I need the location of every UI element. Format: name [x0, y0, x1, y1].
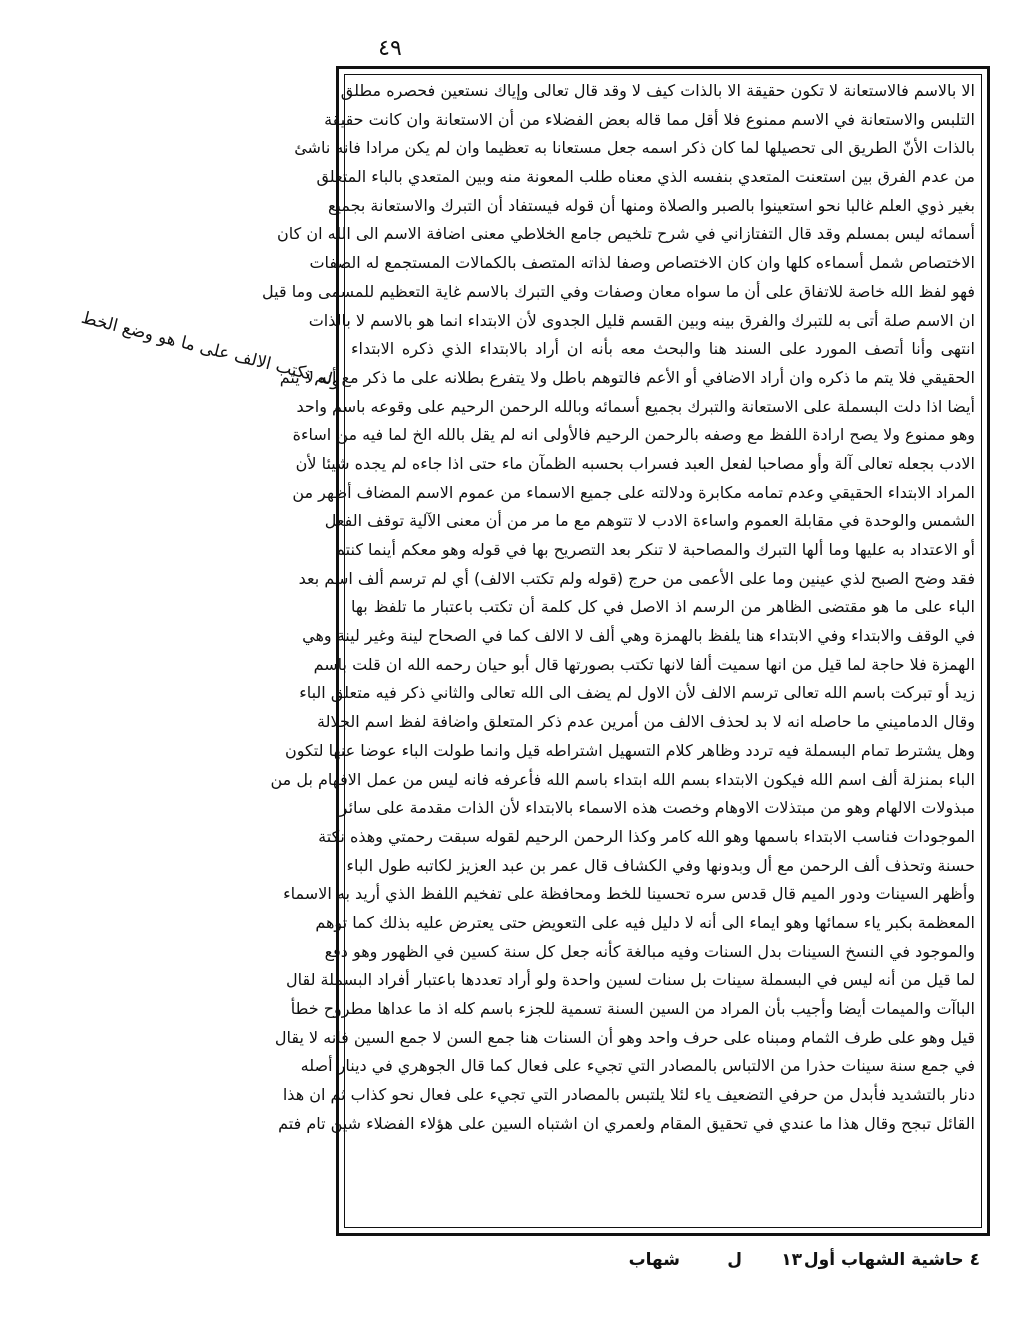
text-line: الاختصاص شمل أسماءه كلها وان كان الاختصاص وصفا لذاته المتصف بالكمالات المستجمع له الصفات — [309, 253, 975, 273]
text-line: أو الاعتداد به عليها وما ألها التبرك والمصاحبة لا تنكر بعد التصريح بها في قوله وهو معكم أينما كنتم — [335, 540, 975, 559]
text-line: فقد وضح الصبح لذي عينين وما على الأعمى من حرج (قوله ولم تكتب الالف) أي لم ترسم ألف اسم بعد — [298, 568, 975, 588]
text-line: القائل تبجح وقال هذا ما عندي في تحقيق المقام ولعمري ان اشتباه السين على هؤلاء الفضلاء شين تام فتم — [278, 1113, 975, 1133]
text-line: أيضا اذا دلت البسملة على الاستعانة والتبرك بجميع أسمائه وبالله الرحمن الرحيم على وقوعه باسم واحد — [296, 396, 975, 416]
text-line: المراد الابتداء الحقيقي وعدم تمامه مكابرة ودلالته على جميع الاسماء من عموم الاسم المضاف أظهر من — [292, 482, 975, 502]
text-line: الباء بمنزلة ألف اسم الله فيكون الابتداء بسم الله ابتداء باسم الله فأعرفه فانه ليس من عمل الافهام بل من — [270, 769, 975, 789]
text-line: لما قيل من أنه ليس في البسملة سينات بل سنات لسين واحدة ولو أراد تعددها باعتبار أفراد البسملة لقال — [286, 970, 975, 990]
page-footer — [560, 1250, 980, 1278]
footer-book-title: ٤ حاشية الشهاب أول — [803, 1250, 980, 1270]
text-line: وهو ممنوع ولا يصح ارادة اللفظ مع وصفه بالرحمن الرحيم فالأولى انه لم يقل بالله الخ لما فيه من اساءة — [292, 425, 975, 445]
footer-letter: ل — [727, 1250, 742, 1270]
text-line: الادب بجعله تعالى آلة وأو مصاحبا لفعل العبد فسراب بحسبه الظمآن ماء حتى اذا جاءه لم يجده شيئا لأن — [295, 453, 975, 473]
text-line: دنار بالتشديد فأبدل من حرفي التضعيف ياء لئلا يلتبس بالمصادر التي تجيء على فعال نحو كذاب ثم ان هذا — [282, 1085, 975, 1105]
page-number: ٤٩ — [378, 36, 402, 61]
text-line: الباآت والميمات أيضا وأجيب بأن المراد من السين السنة تسمية للجزء باسم كله اذ ما عداها مطروح خطأ — [290, 999, 975, 1018]
text-line: حسنة وتحذف ألف الرحمن مع أل وبدونها وفي الكشاف قال عمر بن عبد العزيز لكاتبه طول الباء — [346, 855, 975, 875]
text-line: والموجود في النسخ السينات بدل السنات وفيه مبالغة كأنه جعل كل سنة كسين في الظهور وهو دفع — [324, 941, 975, 961]
margin-note: ولم تكتب الالف على ما هو وضع الخط — [79, 307, 343, 392]
main-text-block — [262, 77, 975, 1138]
text-line: الباء على ما هو مقتضى الظاهر من الرسم اذ الاصل في كل كلمة أن تكتب باعتبار ما تلفظ بها — [351, 597, 975, 617]
text-line: زيد أو تبركت باسم الله تعالى ترسم الالف لأن الاول لم يضف الى الله تعالى والثاني ذكر فيه متعلق الباء — [299, 683, 975, 703]
text-line: بغير ذوي العلم غالبا نحو استعينوا بالصبر والصلاة ومنها أن قوله فيستفاد أن التبرك والاستعانة بجميع — [327, 195, 975, 215]
footer-word: شهاب — [628, 1250, 680, 1270]
text-line: من عدم الفرق بين استعنت المتعدي بنفسه الذي معناه طلب المعونة منه وبين المتعدي بالباء المتعلق — [316, 167, 975, 187]
text-line: المعظمة بكبر ياء سمائها وهو ايماء الى أنه لا دليل فيه على التعويض حتى يعترض عليه بذلك كما توهم — [315, 912, 975, 932]
text-line: الحقيقي فلا يتم ما ذكره وان أراد الاضافي أو الأعم فالتوهم باطل ولا يتفرع بطلانه على ما ذكر مع أنه لا يتم — [279, 367, 975, 387]
text-line: مبذولات الالهام وهو من مبتذلات الاوهام وخصت هذه الاسماء بالابتداء لأن الذات مقدمة على سائر — [339, 798, 975, 818]
text-line: قيل وهو على طرف الثمام ومبناه على حرف واحد وهو أن السنات هنا جمع السن لا جمع السين فانه لا يقال — [274, 1027, 975, 1047]
text-line: أسمائه ليس بمسلم وقد قال التفتازاني في شرح تلخيص جامع الخلاطي معنى اضافة الاسم الى الله ان كان — [277, 224, 975, 244]
text-line: انتهى وأنا أتصف المورد على السند هنا والبحث معه بأنه ان أراد بالابتداء الذي ذكره الابتداء — [351, 339, 975, 359]
text-line: في جمع سنة سينات حذرا من الالتباس بالمصادر التي تجيء على فعال كما قال الجوهري في دينار أصله — [300, 1056, 975, 1076]
text-line: التلبس والاستعانة في الاسم ممنوع فلا أقل مما قاله بعض الفضلاء من أن الاستعانة وان كانت حقيقة — [324, 109, 975, 129]
text-line: الشمس والوحدة في مقابلة العموم واساءة الادب لا تتوهم مع ما مر من أن معنى الآلية توقف الفعل — [324, 511, 975, 531]
text-line: وأظهر السينات ودور الميم قال قدس سره تحسينا للخط ومحافظة على تفخيم اللفظ الذي أريد به الاسماء — [283, 884, 975, 904]
text-line: الهمزة فلا حاجة لما قيل من انها سميت ألفا لانها تكتب بصورتها قال أبو حيان رحمه الله ان قلت باسم — [313, 654, 975, 674]
text-line: ان الاسم صلة أتى به للتبرك والفرق بينه وبين القسم قليل الجدوى لأن الابتداء انما هو بالاسم لا بالذات — [308, 310, 975, 330]
text-line: فهو لفظ الله خاصة للاتفاق على أن ما سواه معان وصفات وفي التبرك بالاسم غاية التعظيم للمسمى وما قيل — [262, 281, 975, 301]
text-line: الا بالاسم فالاستعانة لا تكون حقيقة الا بالذات كيف لا وقد قال تعالى وإياك نستعين فحصره مطلق — [340, 81, 975, 100]
text-line: الموجودات فناسب الابتداء باسمها وهو الله كامر وكذا الرحمن الرحيم لقوله سبقت رحمتي وهذه نكتة — [318, 826, 975, 846]
text-line: بالذات الأنّ الطريق الى تحصيلها لما كان ذكر اسمه جعل مستعانا به تعظيما وان لم يكن مرادا فانه ناشئ — [294, 138, 975, 158]
footer-signature-number: ١٣ — [781, 1250, 802, 1270]
text-line: في الوقف والابتداء وفي الابتداء هنا يلفظ بالهمزة وهي ألف لا الالف كما في الصحاح لينة وغير لينة وهي — [302, 626, 975, 646]
text-line: وقال الدماميني ما حاصله انه لا بد لحذف الالف من أمرين عدم ذكر المتعلق واضافة لفظ اسم الجلالة — [317, 712, 975, 732]
page-frame-inner — [262, 74, 982, 1228]
text-line: وهل يشترط تمام البسملة فيه تردد وظاهر كلام التسهيل اشتراطه قيل وانما طولت الباء عوضا عنها لتكون — [284, 740, 975, 760]
